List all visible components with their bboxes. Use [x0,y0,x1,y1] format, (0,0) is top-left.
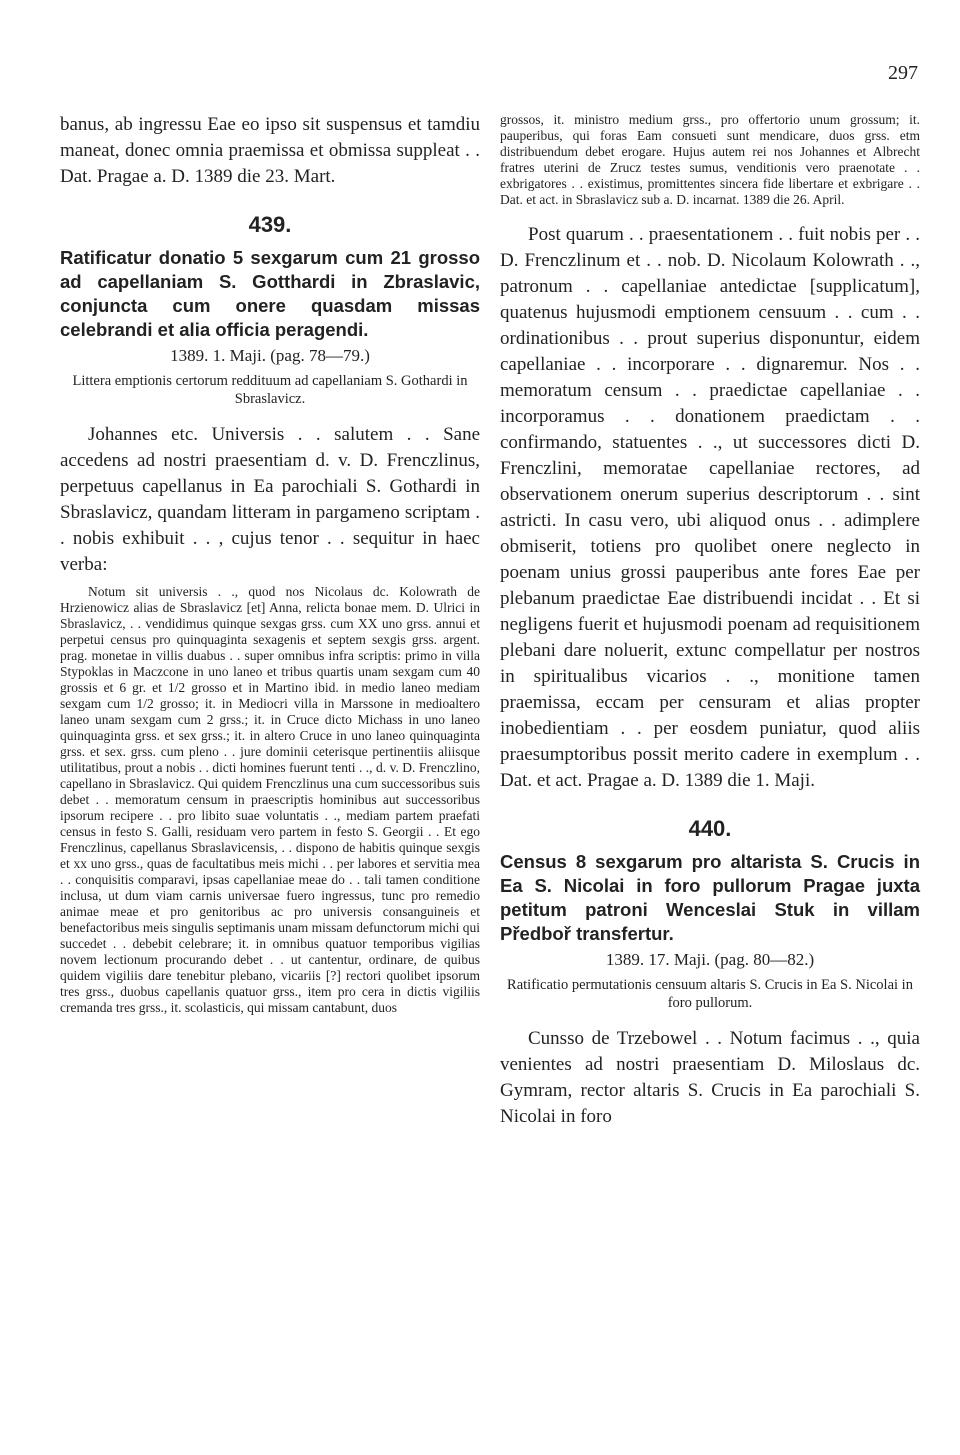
doc-439-quoted-text: Notum sit universis . ., quod nos Nicolaus dc. Kolowrath de Hrzienowicz alias de Sbraslavicz [et] Anna, relicta bonae mem. D. Ulrici in Sbraslavicz, . . vendidimus quinque sexgas grss. cum XX uno grss. annui et perpetui census pro quinquaginta sexagenis et septem sexgis grss. argent. prag. monetae in villis duabus . . super omnibus infra scriptis: primo in villa Stypoklas in Maczcone in uno laneo et tribus quartis unam sexgam cum 40 grossis et 6 gr. et 1/2 grosso et in Martino ibid. in medio laneo mediam sexgam cum 1/2 grosso; it. in Mediocri villa in Marssone in medioaltero laneo unam sexgam cum 2 grss.; it. in Cruce dicto Michass in uno laneo quinquaginta grss. et sex grss.; it. in altero Cruce in uno laneo quinquaginta grss. et sex. grss. cum pleno . . jure dominii ceterisque pertinentiis aliisque utilitatibus, prout a nobis . . dicti homines fuerunt tenti . ., d. v. D. Frenczlino, capellano in Sbraslavicz. Qui quidem Frenczlinus una cum successoribus suis debet . . memoratum censum in praescriptis hominibus aut successoribus ipsorum recipere . . pro libito suae voluntatis . ., mediam partem praefati census in festo S. Galli, residuam vero partem in festo S. Georgii . . Et ego Frenczlinus, capellanus Sbraslavicensis, . . dispono de habitis quinque sexgis et xx uno grss., quas de facultatibus meis michi . . per labores et servitia mea . . conquisitis comparavi, ipsas capellaniae meae do . . tali tamen conditione inclusa, ut dum viam carnis universae fuero ingressus, tunc pro remedio animae meae et pro genitoribus ac pro universis consanguineis et benefactoribus meis singulis septimanis unam missam defunctorum michi qui succedet . . debebit celebrare; it. in omnibus quatuor temporibus vigilias novem lectionum procurando debet . . ut cantentur, ordinare, de quibus quidem vigiliis dare tenebitur plebano, vicariis [?] rectori quolibet ipsorum tres grss., duobus capellanis quatuor grss., item pro cera in dictis vigiliis cremanda tres grss., it. scolasticis, qui missam cantabunt, duos [60,584,480,1015]
opening-text: banus, ab ingressu Eae eo ipso sit suspensus et tamdiu maneat, donec omnia praemissa et obmissa suppleat . . Dat. Pragae a. D. 1389 die 23. Mart. [60,114,480,187]
page-number: 297 [888,62,918,84]
doc-440-title: Census 8 sexgarum pro altarista S. Crucis in Ea S. Nicolai in foro pullorum Pragae juxta petitum patroni Wenceslai Stuk in villam Předboř transfertur. [500,851,920,944]
doc-440-date: 1389. 17. Maji. (pag. 80—82.) [605,950,815,969]
doc-439-summary: Littera emptionis certorum reddituum ad capellaniam S. Gothardi in Sbraslavicz. [72,373,468,407]
continued-quote: grossos, it. ministro medium grss., pro offertorio unum grossum; it. pauperibus, qui foras Eam consueti sunt mendicare, duos grss. etm distribuendum debet erogare. Hujus autem rei nos Johannes et Albrecht fratres uterini de Zrucz testes sumus, venditionis vero praenotate . . exbrigatores . . existimus, promittentes sincera fide libertare et exbrigare . . Dat. et act. in Sbraslavicz sub a. D. incarnat. 1389 die 26. April. [500,112,920,207]
doc-440-main-text: Cunsso de Trzebowel . . Notum facimus . ., quia venientes ad nostri praesentiam D. Miloslaus dc. Gymram, rector altaris S. Crucis in Ea parochiali S. Nicolai in foro [500,1028,920,1127]
doc-439-date: 1389. 1. Maji. (pag. 78—79.) [170,346,370,365]
doc-440-number: 440. [688,816,732,841]
doc-439-main-text: Johannes etc. Universis . . salutem . . Sane accedens ad nostri praesentiam d. v. D. Frenczlinus, perpetuus capellanus in Ea parochiali S. Gothardi in Sbraslavicz, quandam litteram in pargameno scriptam . . nobis exhibuit . . , cujus tenor . . sequitur in haec verba: [60,424,480,575]
doc-439-number: 439. [248,212,292,237]
doc-440-summary: Ratificatio permutationis censuum altaris S. Crucis in Ea S. Nicolai in foro pullorum. [507,977,913,1011]
right-column [500,112,920,1136]
left-column [60,112,480,1022]
right-main-text: Post quarum . . praesentationem . . fuit nobis per . . D. Frenczlinum et . . nob. D. Nicolaum Kolowrath . ., patronum . . capellaniae antedictae [supplicatum], quatenus hujusmodi emptionem censuum . . cum . . ordinationibus . . prout superius disponuntur, eidem capellaniae . . incorporare . . dignaremur. Nos . . memoratum censum . . praedictae capellaniae . . incorporamus . . donationem praedictam . . confirmando, statuentes . ., ut successores dicti D. Frenczlini, memoratae capellaniae rectores, ad observationem onerum superius descriptorum . . sint astricti. In casu vero, ubi aliquod onus . . adimplere obmiserit, totiens pro quolibet onere neglecto in poenam unius grossi pauperibus ante fores Eae per plebanum praedictae Eae distribuendi incidat . . Et si negligens fuerit et hujusmodi poenam ad requisitionem plebani dare noluerit, extunc compellatur per nostros in spiritualibus vicarios . ., monitione tamen praemissa, eccam per censuram et alias propter inobedientiam . . per eosdem puniatur, quod aliis praesumptoribus possit merito cadere in exemplum . . Dat. et act. Pragae a. D. 1389 die 1. Maji. [500,224,920,791]
doc-439-title: Ratificatur donatio 5 sexgarum cum 21 grosso ad capellaniam S. Gotthardi in Zbraslavic, conjuncta cum onere quasdam missas celebrandi et alia officia peragendi. [60,247,480,340]
